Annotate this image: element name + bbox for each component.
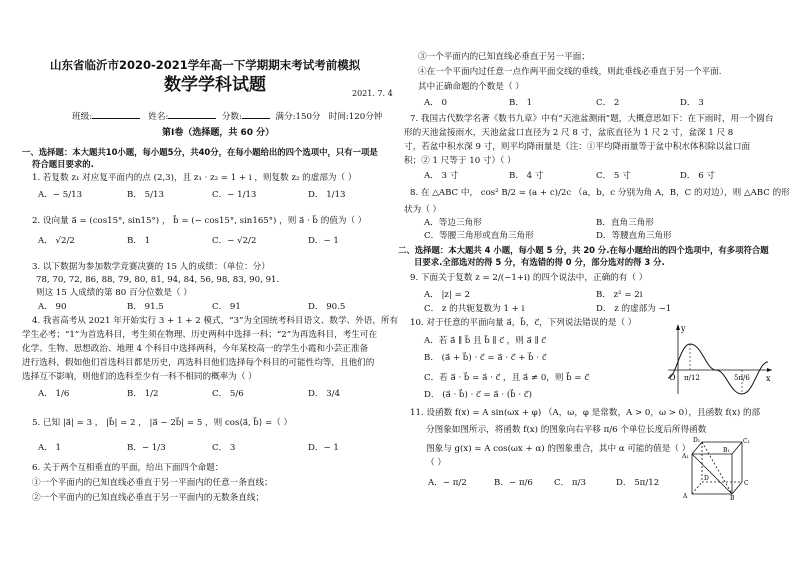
q3-option-a: A． 90 xyxy=(38,302,67,312)
class-label: 班级: xyxy=(72,112,93,122)
question-3: 3. 以下数据为参加数学竞赛决赛的 15 人的成绩：（单位：分） xyxy=(32,262,270,272)
question-3-cont: 则这 15 人成绩的第 80 百分位数是（ ） xyxy=(36,288,192,298)
question-5: 5. 已知 |a⃗| = 3 ， |b⃗| = 2 ， |a⃗ − 2b⃗| = 5 ，则 cos⟨a⃗, b⃗⟩ =（ ） xyxy=(32,418,293,428)
score-label: 分数: xyxy=(221,112,242,122)
q2-option-d: D．− 1 xyxy=(308,236,339,246)
q8-option-a: A．等边三角形 xyxy=(424,218,482,228)
q2-option-b: B． 1 xyxy=(127,236,151,246)
q6-statement-4: ④在一个平面内过任意一点作两平面交线的垂线，则此垂线必垂直于另一个平面. xyxy=(418,67,722,77)
q11-option-b: B．− π/6 xyxy=(494,478,533,488)
q6-statement-3: ③一个平面内的已知直线必垂直于另一平面； xyxy=(418,52,590,62)
q6-statement-2: ②一个平面内的已知直线必垂直于另一平面内的无数条直线； xyxy=(32,493,265,503)
info-line xyxy=(72,109,382,123)
q11-option-a: A．− π/2 xyxy=(428,478,467,488)
q3-option-b: B． 91.5 xyxy=(127,302,164,312)
q1-option-b: B． 5/13 xyxy=(127,190,164,200)
question-1: 1. 若复数 z₁ 对应复平面内的点 (2,3)，且 z₁ · z₂ = 1 + i ，则复数 z₂ 的虚部为（ ） xyxy=(32,173,357,183)
name-label: 姓名: xyxy=(148,112,169,122)
q5-option-c: C． 3 xyxy=(212,443,236,453)
q9-option-b: B． z² = 2i xyxy=(596,290,643,300)
question-10: 10. 对于任意的平面向量 a⃗，b⃗，c⃗，下列说法错误的是（ ） xyxy=(410,318,637,328)
score-blank xyxy=(242,109,270,119)
q6-option-b: B． 1 xyxy=(509,98,533,108)
question-8-cont: 状为（ ） xyxy=(404,205,442,215)
q6-conclusion: 其中正确命题的个数是（ ） xyxy=(418,82,524,92)
exam-title-line1: 山东省临沂市2020-2021学年高一下学期期末考试考前模拟 xyxy=(50,58,361,72)
question-7-line4: 积；② 1 尺等于 10 寸）（ ） xyxy=(404,156,516,166)
volume-title: 第Ⅰ卷（选择题，共 60 分） xyxy=(162,128,275,138)
question-6: 6. 关于两个互相垂直的平面，给出下面四个命题： xyxy=(32,463,224,473)
q5-option-d: D．− 1 xyxy=(308,443,339,453)
q6-option-a: A． 0 xyxy=(424,98,447,108)
q10-option-c: C．若 a⃗ · b⃗ = a⃗ · c⃗ ，且 a⃗ ≠ 0，则 b⃗ = c⃗ xyxy=(424,373,590,383)
graph-tick-5pi-6: 5π/6 xyxy=(734,374,750,382)
cube-label-a: A xyxy=(683,493,688,500)
q10-option-b: B． (a⃗ + b⃗) · c⃗ = a⃗ · c⃗ + b⃗ · c⃗ xyxy=(424,353,547,363)
class-blank xyxy=(92,109,140,119)
q2-option-c: C．− √2/2 xyxy=(212,236,257,246)
question-8: 8. 在 △ABC 中， cos² B/2 = (a + c)/2c （a，b，c 分别为角 A，B，C 的对边），则 △ABC 的形 xyxy=(410,188,790,198)
question-9: 9. 下面关于复数 z = 2/(−1+i) 的四个说法中，正确的有（ ） xyxy=(410,273,648,283)
q9-option-a: A． |z| = 2 xyxy=(424,290,470,300)
q10-option-d: D． (a⃗ · b⃗) · c⃗ = a⃗ · (b⃗ · c⃗) xyxy=(424,390,532,400)
q4-option-b: B． 1/2 xyxy=(127,389,159,399)
cube-label-c1: C₁ xyxy=(743,438,750,445)
name-blank xyxy=(168,109,216,119)
left-column xyxy=(22,0,399,561)
question-4-line3: 化学、生物、思想政治、地理 4 个科目中选择两科，今年某校高一的学生小霞和小芸正准备 xyxy=(22,344,369,354)
q7-option-a: A． 3 寸 xyxy=(424,171,459,181)
q3-data: 78, 70, 72, 86, 88, 79, 80, 81, 94, 84, 56, 98, 83, 90, 91. xyxy=(36,275,280,285)
cube-label-d: D xyxy=(704,475,709,482)
q3-option-d: D． 90.5 xyxy=(308,302,346,312)
q4-option-c: C． 5/6 xyxy=(212,389,244,399)
question-11-line2: 分图象如图所示，将函数 f(x) 的图象向右平移 π/6 个单位长度后所得函数 xyxy=(426,425,707,435)
q11-option-d: D． 5π/12 xyxy=(616,478,660,488)
full-score: 满分:150分 xyxy=(275,112,321,122)
q9-option-d: D． z 的虚部为 −1 xyxy=(596,304,672,314)
question-11-line4: （ ） xyxy=(426,458,446,468)
section2-heading: 二、选择题：本大题共 4 小题，每小题 5 分，共 20 分.在每小题给出的四个选项中，有多项符合题 xyxy=(398,245,769,255)
question-7-line3: 寸，若盆中积水深 9 寸，则平均降雨量是（注：①平均降雨量等于盆中积水体积除以盆口面 xyxy=(404,142,751,152)
q5-option-a: A． 1 xyxy=(38,443,61,453)
q7-option-b: B． 4 寸 xyxy=(509,171,544,181)
graph-tick-pi-12: π/12 xyxy=(684,374,700,382)
right-column xyxy=(398,0,790,561)
cube-label-c: C xyxy=(744,480,749,487)
q3-option-c: C． 91 xyxy=(212,302,241,312)
q4-option-a: A． 1/6 xyxy=(38,389,70,399)
graph-origin-label: O xyxy=(669,373,676,382)
q6-option-c: C． 2 xyxy=(596,98,620,108)
q11-option-c: C． π/3 xyxy=(554,478,586,488)
question-4-line5: 选择互不影响，则他们的选科至少有一科不相同的概率为（ ） xyxy=(22,372,257,382)
q2-option-a: A． √2/2 xyxy=(38,236,75,246)
question-4-line4: 进行选科，假如他们首选科目都是历史，再选科目他们选择每个科目的可能性均等，且他们的 xyxy=(22,358,375,368)
question-4-line2: 学生必考；“1”为首选科目，考生须在物理、历史两科中选择一科；“2”为再选科目，考生可在 xyxy=(22,330,378,340)
cube-label-d1: D₁ xyxy=(693,437,701,444)
q7-option-d: D． 6 寸 xyxy=(680,171,716,181)
section1-heading-cont: 符合题目要求的. xyxy=(32,159,94,169)
cube-figure xyxy=(680,436,752,500)
q1-option-a: A．− 5/13 xyxy=(38,190,83,200)
question-11-line1: 11. 设函数 f(x) = A sin(ωx + φ) （A，ω，φ 是常数，A > 0，ω > 0），且函数 f(x) 的部 xyxy=(410,408,761,418)
q9-option-c: C． z 的共轭复数为 1 + i xyxy=(424,304,525,314)
section1-heading: 一、选择题：本大题共10小题，每小题5分，共40分，在每小题给出的四个选项中，只有一项是 xyxy=(22,147,378,157)
q1-option-d: D． 1/13 xyxy=(308,190,346,200)
y-axis-arrow xyxy=(676,324,680,330)
question-11-line3: 图象与 g(x) = A cos(ωx + α) 的图象重合，其中 α 可能的值是（ ） xyxy=(426,444,691,454)
sine-curve xyxy=(668,344,768,394)
cube-label-b: B xyxy=(730,495,735,500)
question-4-line1: 4. 我省高考从 2021 年开始实行 3 + 1 + 2 模式，“3”为全国统考科目语文、数学、外语，所有 xyxy=(32,316,399,326)
q6-option-d: D． 3 xyxy=(680,98,704,108)
graph-x-label: x xyxy=(766,374,771,383)
section2-heading-cont: 目要求.全部选对的得 5 分，有选错的得 0 分，部分选对的得 3 分. xyxy=(414,257,665,267)
question-7-line1: 7. 我国古代数学名著《数书九章》中有“天池盆测雨”题，大概意思如下：在下雨时，用一个圆台 xyxy=(410,114,774,124)
q8-option-c: C．等腰三角形或直角三角形 xyxy=(424,231,534,241)
q8-option-b: B．直角三角形 xyxy=(596,218,654,228)
question-2: 2. 设向量 a⃗ = (cos15°, sin15°) ， b⃗ = (− cos15°, sin165°) ，则 a⃗ · b⃗ 的值为（ ） xyxy=(32,216,367,226)
cube-label-a1: A₁ xyxy=(682,453,689,460)
question-7-line2: 形的天池盆接雨水，天池盆盆口直径为 2 尺 8 寸，盆底直径为 1 尺 2 寸，盆深 1 尺 8 xyxy=(404,128,734,138)
cube-label-b1: B₁ xyxy=(723,447,730,454)
graph-y-label: y xyxy=(681,324,686,333)
q6-statement-1: ①一个平面内的已知直线必垂直于另一平面内的任意一条直线； xyxy=(32,478,273,488)
q4-option-d: D． 3/4 xyxy=(308,389,341,399)
q7-option-c: C． 5 寸 xyxy=(596,171,631,181)
exam-time: 时间:120分钟 xyxy=(328,112,383,122)
exam-title-line2: 数学学科试题 xyxy=(164,75,266,95)
q10-option-a: A．若 a⃗ ∥ b⃗ 且 b⃗ ∥ c⃗ ，则 a⃗ ∥ c⃗ xyxy=(424,336,547,346)
q5-option-b: B．− 1/3 xyxy=(127,443,166,453)
x-axis-arrow xyxy=(767,368,772,372)
sine-graph xyxy=(650,322,776,398)
exam-date: 2021. 7. 4 xyxy=(352,89,393,98)
q8-option-d: D．等腰直角三角形 xyxy=(596,231,672,241)
q1-option-c: C．− 1/13 xyxy=(212,190,257,200)
